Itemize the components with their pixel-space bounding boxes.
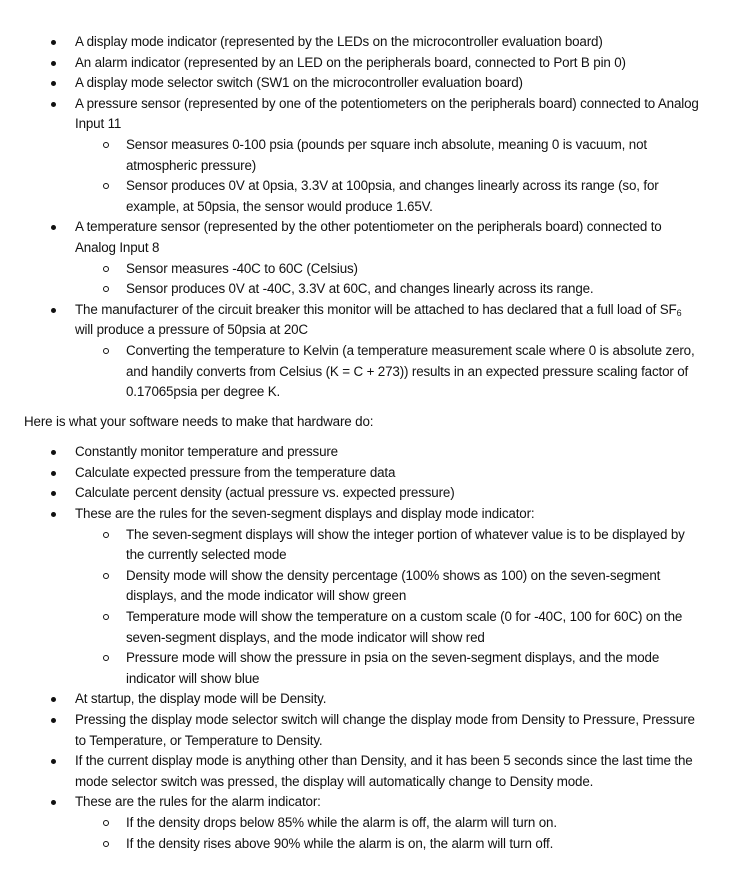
list-item: At startup, the display mode will be Density. [0,689,752,710]
list-item: Constantly monitor temperature and pressure [0,442,752,463]
sub-list-item: Temperature mode will show the temperature on a custom scale (0 for -40C, 100 for 60C) on the seven-segment displays, and the mode indicator will show red [0,607,752,648]
sub-list-item: Converting the temperature to Kelvin (a temperature measurement scale where 0 is absolute zero, and handily converts from Celsius (K = C + 273)) results in an expected pressure scaling factor of 0.17065psia per degree K. [0,341,752,403]
intro-paragraph: Here is what your software needs to make that hardware do: [24,413,374,429]
list-item: A display mode indicator (represented by the LEDs on the microcontroller evaluation board) [0,32,752,53]
sub-list-item: Sensor measures -40C to 60C (Celsius) [0,259,752,280]
sub-list-item: Pressure mode will show the pressure in psia on the seven-segment displays, and the mode indicator will show blue [0,648,752,689]
list-item: An alarm indicator (represented by an LED on the peripherals board, connected to Port B pin 0) [0,53,752,74]
bullet-icon [51,81,56,86]
hollow-bullet-icon [103,614,109,620]
list-item: A temperature sensor (represented by the other potentiometer on the peripherals board) connected to Analog Input 8 [0,217,752,258]
list-item: These are the rules for the seven-segment displays and display mode indicator: [0,504,752,525]
list-item: A display mode selector switch (SW1 on the microcontroller evaluation board) [0,73,752,94]
sub-list-item: Sensor produces 0V at 0psia, 3.3V at 100psia, and changes linearly across its range (so, for example, at 50psia, the sensor would produce 1.65V. [0,176,752,217]
bullet-icon [51,512,56,517]
bullet-icon [51,308,56,313]
hollow-bullet-icon [103,820,109,826]
sub-list-item: Sensor produces 0V at -40C, 3.3V at 60C, and changes linearly across its range. [0,279,752,300]
list-item: A pressure sensor (represented by one of the potentiometers on the peripherals board) connected to Analog Input 11 [0,94,752,135]
list-item: Calculate expected pressure from the temperature data [0,463,752,484]
document-body [0,32,752,854]
bullet-icon [51,102,56,107]
bullet-icon [51,471,56,476]
list-item: Calculate percent density (actual pressure vs. expected pressure) [0,483,752,504]
bullet-icon [51,800,56,805]
bullet-icon [51,40,56,45]
hollow-bullet-icon [103,841,109,847]
bullet-icon [51,759,56,764]
sub-list-item: Sensor measures 0-100 psia (pounds per square inch absolute, meaning 0 is vacuum, not atmospheric pressure) [0,135,752,176]
list-item: If the current display mode is anything other than Density, and it has been 5 seconds since the last time the mode selector switch was pressed, the display will automatically change to Density mode. [0,751,752,792]
list-item: These are the rules for the alarm indicator: [0,792,752,813]
hollow-bullet-icon [103,573,109,579]
sub-list-item: If the density rises above 90% while the alarm is on, the alarm will turn off. [0,834,752,855]
bullet-icon [51,718,56,723]
hollow-bullet-icon [103,532,109,538]
sub-list-item: The seven-segment displays will show the integer portion of whatever value is to be displayed by the currently selected mode [0,525,752,566]
hollow-bullet-icon [103,286,109,292]
software-list [0,442,752,854]
bullet-icon [51,697,56,702]
hardware-list [0,32,752,403]
hollow-bullet-icon [103,348,109,354]
bullet-icon [51,450,56,455]
hollow-bullet-icon [103,142,109,148]
hollow-bullet-icon [103,655,109,661]
bullet-icon [51,61,56,66]
bullet-icon [51,225,56,230]
bullet-icon [51,491,56,496]
sub-list-item: Density mode will show the density percentage (100% shows as 100) on the seven-segment displays, and the mode indicator will show green [0,566,752,607]
list-item: The manufacturer of the circuit breaker this monitor will be attached to has declared that a full load of $SF_6$ will produce a pressure of 50psia at 20C [0,300,752,341]
sub-list-item: If the density drops below 85% while the alarm is off, the alarm will turn on. [0,813,752,834]
hollow-bullet-icon [103,183,109,189]
list-item: Pressing the display mode selector switch will change the display mode from Density to Pressure, Pressure to Temperature, or Temperature to Density. [0,710,752,751]
hollow-bullet-icon [103,266,109,272]
